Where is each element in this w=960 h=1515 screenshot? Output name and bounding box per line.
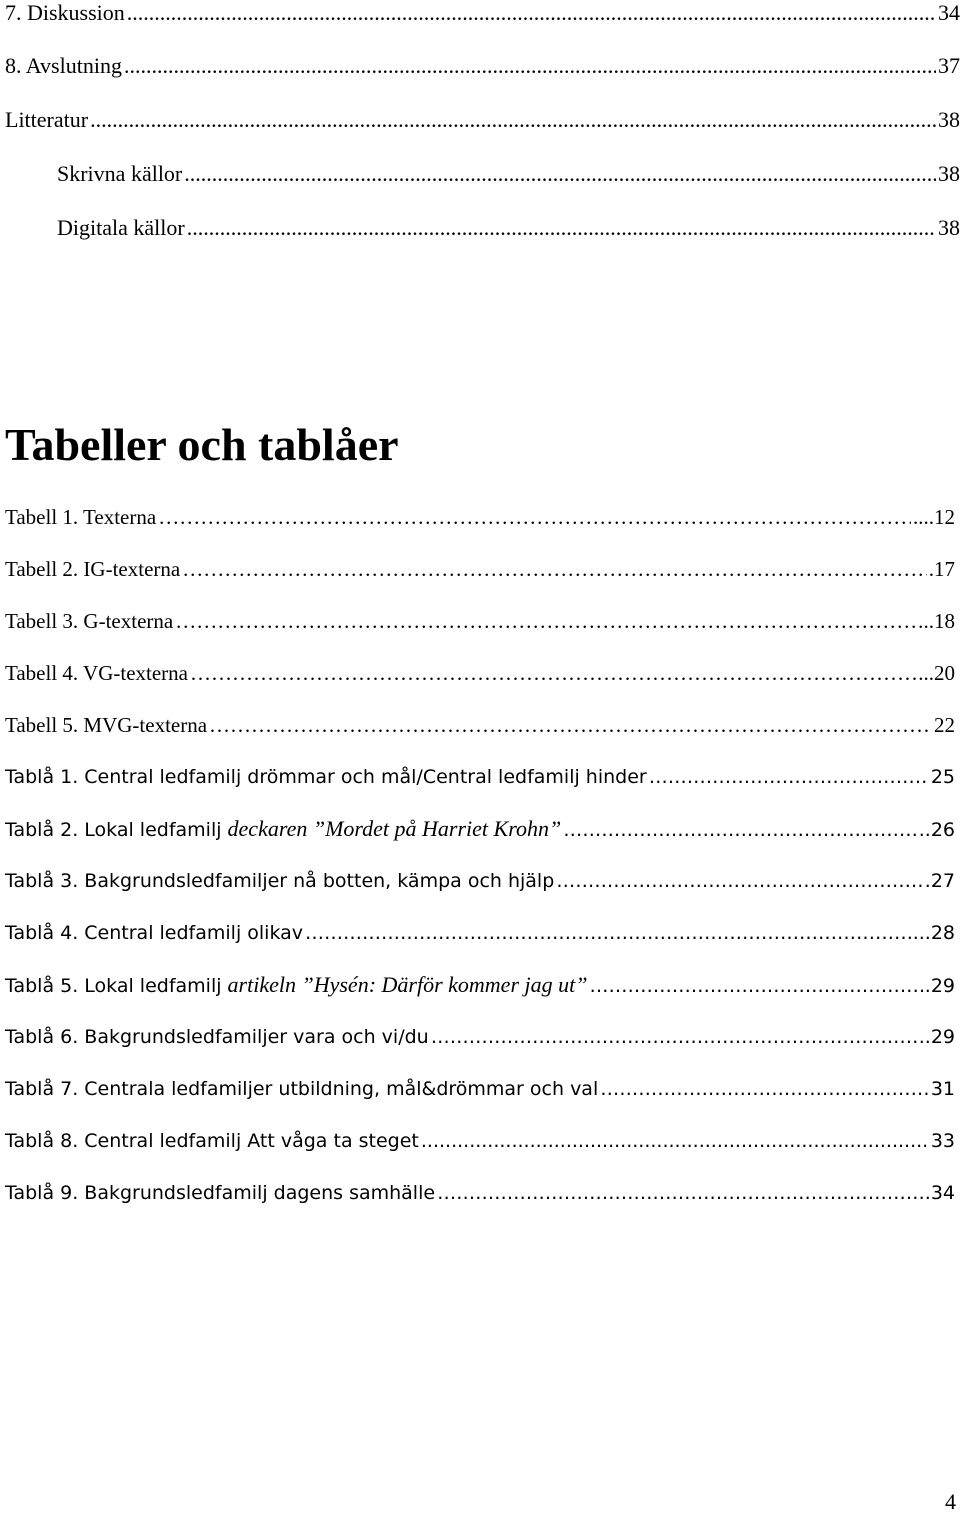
tabla-entry-page: ..26 xyxy=(918,819,955,841)
table-entry-label: Tabell 4. VG-texterna xyxy=(5,661,188,685)
tabla-leader-dots xyxy=(305,920,911,946)
toc-entry-page: 38 xyxy=(938,161,960,186)
tabla-entry-label: Tablå 1. Central ledfamilj drömmar och mål/Central ledfamilj hinder xyxy=(5,766,647,788)
page-number: 4 xyxy=(945,1489,956,1514)
tabla-entry-4 xyxy=(5,920,955,946)
toc-entry-page: 38 xyxy=(938,107,960,132)
tabla-entry-italic: deckaren ”Mordet på Harriet Krohn” xyxy=(227,816,562,841)
tabla-entry-label: Tablå 5. Lokal ledfamilj xyxy=(5,975,228,997)
table-leader-dots xyxy=(158,504,911,530)
tabla-leader-dots xyxy=(600,1076,929,1102)
table-entry-label: Tabell 5. MVG-texterna xyxy=(5,713,208,737)
tabla-entry-page: 25 xyxy=(930,766,955,788)
tabla-entry-1 xyxy=(5,764,955,790)
tabla-entry-9 xyxy=(5,1180,955,1206)
table-entry-label: Tabell 1. Texterna xyxy=(5,505,157,529)
table-leader-dots xyxy=(182,556,927,582)
toc-entry-page: 34 xyxy=(938,0,960,25)
tabla-entry-label: Tablå 6. Bakgrundsledfamiljer vara och vi/du xyxy=(5,1026,429,1048)
toc-entry-skrivna-kallor xyxy=(57,161,960,187)
table-entry-label: Tabell 2. IG-texterna xyxy=(5,557,181,581)
table-entry-page: ..18 xyxy=(923,609,955,633)
tabla-entry-italic: artikeln ”Hysén: Därför kommer jag ut” xyxy=(227,972,588,997)
tabla-leader-dots xyxy=(589,973,922,999)
tabla-entry-label: Tablå 3. Bakgrundsledfamiljer nå botten, kämpa och hjälp xyxy=(5,870,555,892)
toc-entry-digitala-kallor xyxy=(57,215,960,241)
tabla-entry-7 xyxy=(5,1076,955,1102)
table-entry-4 xyxy=(5,660,955,686)
table-leader-dots xyxy=(175,608,921,634)
table-entry-5 xyxy=(5,712,955,738)
table-entry-1 xyxy=(5,504,955,530)
toc-entry-avslutning xyxy=(5,53,960,79)
tabla-entry-2 xyxy=(5,816,955,843)
tabla-entry-page: .29 xyxy=(924,975,955,997)
toc-entry-page: 38 xyxy=(938,215,960,240)
toc-entry-page: 37 xyxy=(938,53,960,78)
tabla-entry-5 xyxy=(5,972,955,999)
toc-leader-dots xyxy=(124,53,936,79)
toc-leader-dots xyxy=(90,107,936,133)
tabla-leader-dots xyxy=(421,1128,929,1154)
table-leader-dots xyxy=(209,712,932,738)
table-entry-page: ...20 xyxy=(918,661,955,685)
tabla-entry-page: .27 xyxy=(924,870,955,892)
toc-entry-litteratur xyxy=(5,107,960,133)
table-entry-page: ....12 xyxy=(913,505,955,529)
tabla-entry-8 xyxy=(5,1128,955,1154)
table-leader-dots xyxy=(190,660,916,686)
tabla-entry-page: ...28 xyxy=(912,922,955,944)
table-entry-page: 22 xyxy=(934,713,955,737)
tabla-leader-dots xyxy=(556,868,923,894)
tabla-entry-6 xyxy=(5,1024,955,1050)
toc-entry-label: Digitala källor xyxy=(57,215,185,240)
tabla-leader-dots xyxy=(563,817,917,843)
tabla-leader-dots xyxy=(649,764,929,790)
toc-leader-dots xyxy=(127,0,936,26)
tabla-entry-label: Tablå 2. Lokal ledfamilj xyxy=(5,819,228,841)
table-entry-label: Tabell 3. G-texterna xyxy=(5,609,174,633)
toc-entry-label: Litteratur xyxy=(5,107,89,132)
table-entry-page: .17 xyxy=(928,557,955,581)
toc-leader-dots xyxy=(184,161,936,187)
tabla-entry-label: Tablå 9. Bakgrundsledfamilj dagens samhälle xyxy=(5,1182,436,1204)
table-entry-2 xyxy=(5,556,955,582)
tabla-entry-page: 33 xyxy=(930,1130,955,1152)
section-heading: Tabeller och tablåer xyxy=(5,419,399,470)
toc-leader-dots xyxy=(187,215,936,241)
toc-entry-label: 7. Diskussion xyxy=(5,0,125,25)
tabla-entry-label: Tablå 7. Centrala ledfamiljer utbildning, mål&drömmar och val xyxy=(5,1078,599,1100)
tabla-entry-label: Tablå 4. Central ledfamilj olikav xyxy=(5,922,303,944)
tabla-entry-page: 31 xyxy=(930,1078,955,1100)
toc-entry-diskussion xyxy=(5,0,960,26)
tabla-entry-label: Tablå 8. Central ledfamilj Att våga ta steget xyxy=(5,1130,419,1152)
toc-entry-label: 8. Avslutning xyxy=(5,53,122,78)
tabla-leader-dots xyxy=(431,1024,917,1050)
tabla-leader-dots xyxy=(437,1180,923,1206)
tabla-entry-3 xyxy=(5,868,955,894)
table-entry-3 xyxy=(5,608,955,634)
tabla-entry-page: ..29 xyxy=(918,1026,955,1048)
toc-entry-label: Skrivna källor xyxy=(57,161,183,186)
tabla-entry-page: .34 xyxy=(924,1182,955,1204)
